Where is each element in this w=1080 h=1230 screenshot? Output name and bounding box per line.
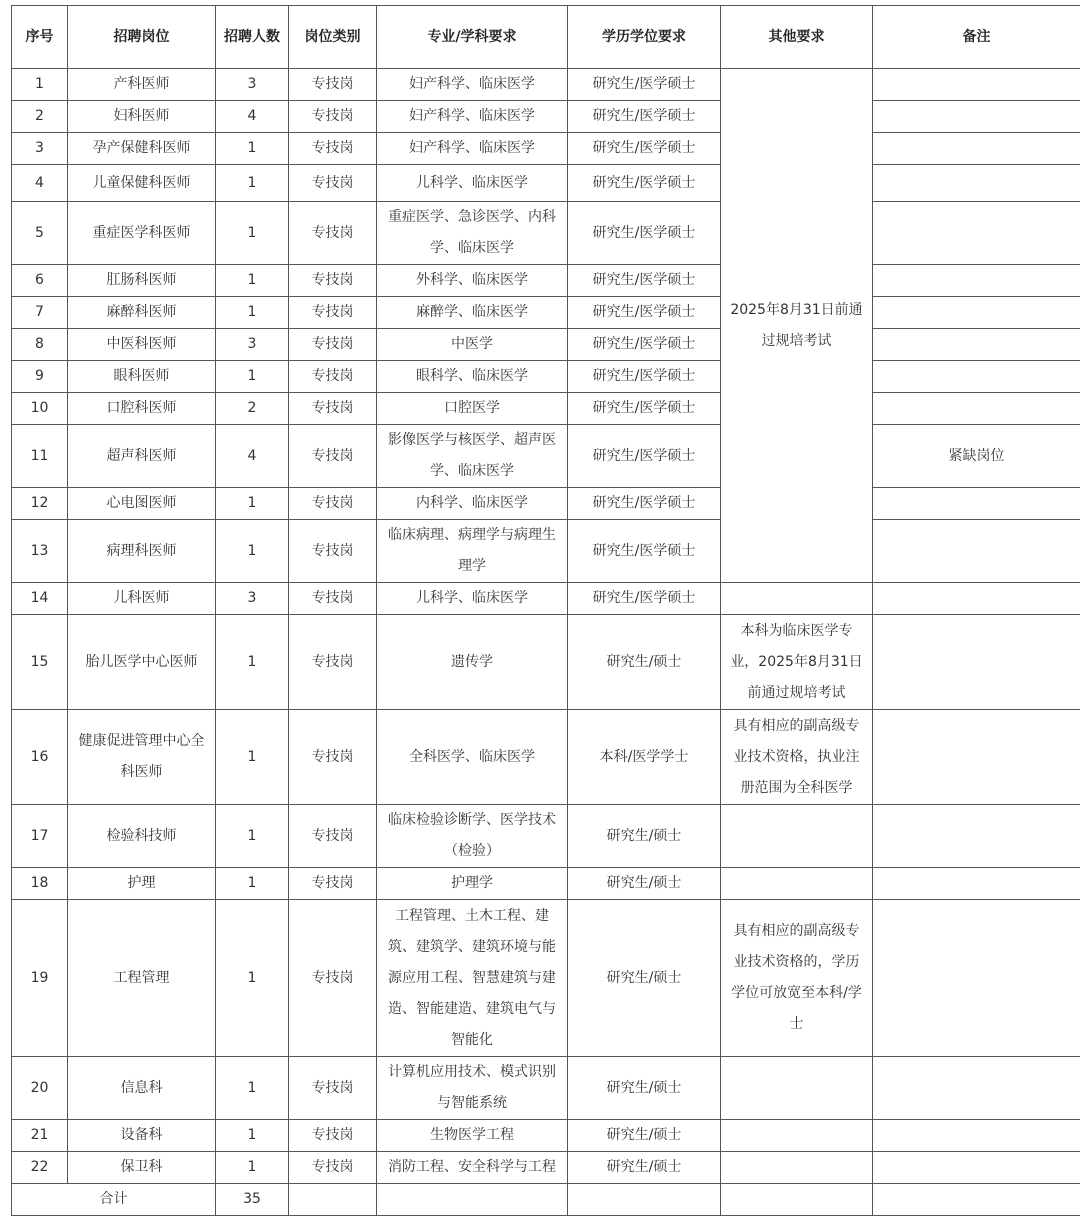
cell-remark	[873, 265, 1080, 297]
cell-seq: 20	[12, 1057, 68, 1120]
cell-position: 妇科医师	[68, 101, 216, 133]
cell-major: 外科学、临床医学	[377, 265, 568, 297]
cell-education: 研究生/医学硕士	[568, 101, 721, 133]
cell-major: 妇产科学、临床医学	[377, 101, 568, 133]
table-row	[12, 520, 1080, 583]
cell-other: 具有相应的副高级专业技术资格，执业注册范围为全科医学	[721, 710, 873, 805]
cell-education: 研究生/医学硕士	[568, 361, 721, 393]
cell-category: 专技岗	[289, 133, 377, 165]
cell-education: 研究生/医学硕士	[568, 583, 721, 615]
cell-major: 临床检验诊断学、医学技术（检验）	[377, 805, 568, 868]
cell-other	[721, 1152, 873, 1184]
table-row	[12, 1152, 1080, 1184]
cell-major: 眼科学、临床医学	[377, 361, 568, 393]
cell-seq: 5	[12, 202, 68, 265]
cell-position: 病理科医师	[68, 520, 216, 583]
table-row	[12, 165, 1080, 202]
cell-count: 1	[216, 133, 289, 165]
cell-count: 1	[216, 361, 289, 393]
cell-education: 研究生/硕士	[568, 900, 721, 1057]
cell-count: 1	[216, 297, 289, 329]
table-row	[12, 202, 1080, 265]
cell-seq: 15	[12, 615, 68, 710]
cell-education: 研究生/医学硕士	[568, 393, 721, 425]
cell-position: 心电图医师	[68, 488, 216, 520]
cell-other	[721, 805, 873, 868]
cell-education: 研究生/硕士	[568, 615, 721, 710]
table-row	[12, 805, 1080, 868]
cell-major: 妇产科学、临床医学	[377, 133, 568, 165]
table-row	[12, 69, 1080, 101]
total-empty-cell	[873, 1184, 1080, 1216]
cell-major: 全科医学、临床医学	[377, 710, 568, 805]
cell-category: 专技岗	[289, 202, 377, 265]
cell-category: 专技岗	[289, 583, 377, 615]
cell-education: 研究生/硕士	[568, 805, 721, 868]
cell-seq: 13	[12, 520, 68, 583]
total-count: 35	[216, 1184, 289, 1216]
cell-count: 1	[216, 900, 289, 1057]
cell-seq: 4	[12, 165, 68, 202]
cell-remark	[873, 393, 1080, 425]
cell-category: 专技岗	[289, 297, 377, 329]
cell-category: 专技岗	[289, 361, 377, 393]
cell-major: 生物医学工程	[377, 1120, 568, 1152]
cell-count: 1	[216, 165, 289, 202]
cell-education: 研究生/硕士	[568, 868, 721, 900]
total-empty-cell	[568, 1184, 721, 1216]
cell-seq: 8	[12, 329, 68, 361]
cell-major: 儿科学、临床医学	[377, 165, 568, 202]
cell-major: 临床病理、病理学与病理生理学	[377, 520, 568, 583]
header-education: 学历学位要求	[568, 6, 721, 69]
cell-count: 2	[216, 393, 289, 425]
cell-category: 专技岗	[289, 1152, 377, 1184]
total-label: 合计	[12, 1184, 216, 1216]
table-row	[12, 868, 1080, 900]
cell-education: 研究生/硕士	[568, 1152, 721, 1184]
table-row	[12, 1120, 1080, 1152]
cell-position: 产科医师	[68, 69, 216, 101]
cell-count: 3	[216, 329, 289, 361]
cell-position: 信息科	[68, 1057, 216, 1120]
cell-major: 护理学	[377, 868, 568, 900]
table-row	[12, 1057, 1080, 1120]
cell-remark	[873, 329, 1080, 361]
cell-remark	[873, 488, 1080, 520]
cell-count: 1	[216, 520, 289, 583]
cell-count: 3	[216, 583, 289, 615]
table-row	[12, 710, 1080, 805]
cell-count: 1	[216, 265, 289, 297]
cell-education: 研究生/医学硕士	[568, 69, 721, 101]
cell-category: 专技岗	[289, 710, 377, 805]
cell-position: 儿童保健科医师	[68, 165, 216, 202]
cell-category: 专技岗	[289, 69, 377, 101]
cell-remark	[873, 202, 1080, 265]
cell-count: 1	[216, 202, 289, 265]
cell-education: 研究生/医学硕士	[568, 133, 721, 165]
cell-remark	[873, 101, 1080, 133]
cell-position: 超声科医师	[68, 425, 216, 488]
header-other: 其他要求	[721, 6, 873, 69]
cell-count: 1	[216, 710, 289, 805]
cell-seq: 22	[12, 1152, 68, 1184]
cell-position: 麻醉科医师	[68, 297, 216, 329]
cell-remark: 紧缺岗位	[873, 425, 1080, 488]
cell-category: 专技岗	[289, 520, 377, 583]
cell-category: 专技岗	[289, 329, 377, 361]
cell-category: 专技岗	[289, 1057, 377, 1120]
table-row	[12, 361, 1080, 393]
cell-major: 中医学	[377, 329, 568, 361]
cell-other	[721, 1057, 873, 1120]
header-seq: 序号	[12, 6, 68, 69]
cell-major: 儿科学、临床医学	[377, 583, 568, 615]
cell-major: 工程管理、土木工程、建筑、建筑学、建筑环境与能源应用工程、智慧建筑与建造、智能建造、建筑电气与智能化	[377, 900, 568, 1057]
cell-seq: 9	[12, 361, 68, 393]
cell-seq: 18	[12, 868, 68, 900]
cell-seq: 16	[12, 710, 68, 805]
cell-position: 工程管理	[68, 900, 216, 1057]
cell-position: 健康促进管理中心全科医师	[68, 710, 216, 805]
table-row	[12, 900, 1080, 1057]
cell-count: 1	[216, 488, 289, 520]
table-row	[12, 488, 1080, 520]
cell-position: 肛肠科医师	[68, 265, 216, 297]
cell-count: 1	[216, 805, 289, 868]
header-remark: 备注	[873, 6, 1080, 69]
cell-position: 重症医学科医师	[68, 202, 216, 265]
cell-other	[721, 868, 873, 900]
cell-position: 口腔科医师	[68, 393, 216, 425]
cell-remark	[873, 805, 1080, 868]
cell-count: 1	[216, 1120, 289, 1152]
cell-seq: 12	[12, 488, 68, 520]
cell-education: 研究生/医学硕士	[568, 202, 721, 265]
cell-education: 研究生/医学硕士	[568, 297, 721, 329]
cell-major: 麻醉学、临床医学	[377, 297, 568, 329]
cell-remark	[873, 133, 1080, 165]
cell-category: 专技岗	[289, 900, 377, 1057]
table-row	[12, 101, 1080, 133]
cell-remark	[873, 710, 1080, 805]
cell-major: 计算机应用技术、模式识别与智能系统	[377, 1057, 568, 1120]
table-row	[12, 615, 1080, 710]
table-header-row	[12, 6, 1080, 69]
cell-seq: 10	[12, 393, 68, 425]
cell-remark	[873, 868, 1080, 900]
cell-seq: 2	[12, 101, 68, 133]
cell-category: 专技岗	[289, 1120, 377, 1152]
header-count: 招聘人数	[216, 6, 289, 69]
cell-education: 研究生/医学硕士	[568, 165, 721, 202]
cell-education: 研究生/医学硕士	[568, 425, 721, 488]
cell-seq: 6	[12, 265, 68, 297]
cell-other: 具有相应的副高级专业技术资格的，学历学位可放宽至本科/学士	[721, 900, 873, 1057]
cell-seq: 7	[12, 297, 68, 329]
total-empty-cell	[289, 1184, 377, 1216]
cell-seq: 17	[12, 805, 68, 868]
cell-category: 专技岗	[289, 805, 377, 868]
header-position: 招聘岗位	[68, 6, 216, 69]
cell-other	[721, 1120, 873, 1152]
recruitment-table	[11, 5, 1080, 1216]
table-row	[12, 425, 1080, 488]
cell-education: 研究生/医学硕士	[568, 329, 721, 361]
cell-remark	[873, 1120, 1080, 1152]
cell-education: 研究生/医学硕士	[568, 265, 721, 297]
cell-remark	[873, 1057, 1080, 1120]
cell-major: 重症医学、急诊医学、内科学、临床医学	[377, 202, 568, 265]
cell-position: 护理	[68, 868, 216, 900]
cell-count: 4	[216, 101, 289, 133]
cell-major: 遗传学	[377, 615, 568, 710]
cell-education: 研究生/医学硕士	[568, 488, 721, 520]
cell-position: 胎儿医学中心医师	[68, 615, 216, 710]
cell-remark	[873, 361, 1080, 393]
cell-category: 专技岗	[289, 165, 377, 202]
cell-seq: 11	[12, 425, 68, 488]
cell-education: 本科/医学学士	[568, 710, 721, 805]
cell-category: 专技岗	[289, 265, 377, 297]
cell-other-merged: 2025年8月31日前通过规培考试	[721, 69, 873, 583]
table-row	[12, 133, 1080, 165]
cell-remark	[873, 615, 1080, 710]
table-row	[12, 583, 1080, 615]
table-row	[12, 329, 1080, 361]
cell-other	[721, 583, 873, 615]
cell-remark	[873, 583, 1080, 615]
table-row	[12, 393, 1080, 425]
cell-education: 研究生/医学硕士	[568, 520, 721, 583]
cell-education: 研究生/硕士	[568, 1120, 721, 1152]
cell-seq: 14	[12, 583, 68, 615]
cell-position: 中医科医师	[68, 329, 216, 361]
cell-position: 检验科技师	[68, 805, 216, 868]
cell-count: 1	[216, 615, 289, 710]
cell-category: 专技岗	[289, 393, 377, 425]
cell-category: 专技岗	[289, 425, 377, 488]
cell-seq: 3	[12, 133, 68, 165]
table-row	[12, 265, 1080, 297]
cell-count: 3	[216, 69, 289, 101]
cell-seq: 19	[12, 900, 68, 1057]
total-empty-cell	[721, 1184, 873, 1216]
total-row	[12, 1184, 1080, 1216]
cell-count: 1	[216, 1057, 289, 1120]
cell-category: 专技岗	[289, 488, 377, 520]
cell-education: 研究生/硕士	[568, 1057, 721, 1120]
cell-category: 专技岗	[289, 101, 377, 133]
cell-major: 口腔医学	[377, 393, 568, 425]
cell-remark	[873, 69, 1080, 101]
cell-remark	[873, 297, 1080, 329]
cell-count: 1	[216, 1152, 289, 1184]
cell-seq: 1	[12, 69, 68, 101]
cell-major: 妇产科学、临床医学	[377, 69, 568, 101]
cell-major: 消防工程、安全科学与工程	[377, 1152, 568, 1184]
cell-position: 孕产保健科医师	[68, 133, 216, 165]
cell-remark	[873, 1152, 1080, 1184]
cell-major: 影像医学与核医学、超声医学、临床医学	[377, 425, 568, 488]
cell-count: 4	[216, 425, 289, 488]
cell-remark	[873, 165, 1080, 202]
cell-major: 内科学、临床医学	[377, 488, 568, 520]
header-category: 岗位类别	[289, 6, 377, 69]
cell-category: 专技岗	[289, 615, 377, 710]
total-empty-cell	[377, 1184, 568, 1216]
header-major: 专业/学科要求	[377, 6, 568, 69]
cell-seq: 21	[12, 1120, 68, 1152]
cell-other: 本科为临床医学专业，2025年8月31日前通过规培考试	[721, 615, 873, 710]
cell-position: 眼科医师	[68, 361, 216, 393]
cell-category: 专技岗	[289, 868, 377, 900]
cell-position: 设备科	[68, 1120, 216, 1152]
cell-count: 1	[216, 868, 289, 900]
table-row	[12, 297, 1080, 329]
cell-position: 儿科医师	[68, 583, 216, 615]
cell-remark	[873, 520, 1080, 583]
cell-position: 保卫科	[68, 1152, 216, 1184]
cell-remark	[873, 900, 1080, 1057]
